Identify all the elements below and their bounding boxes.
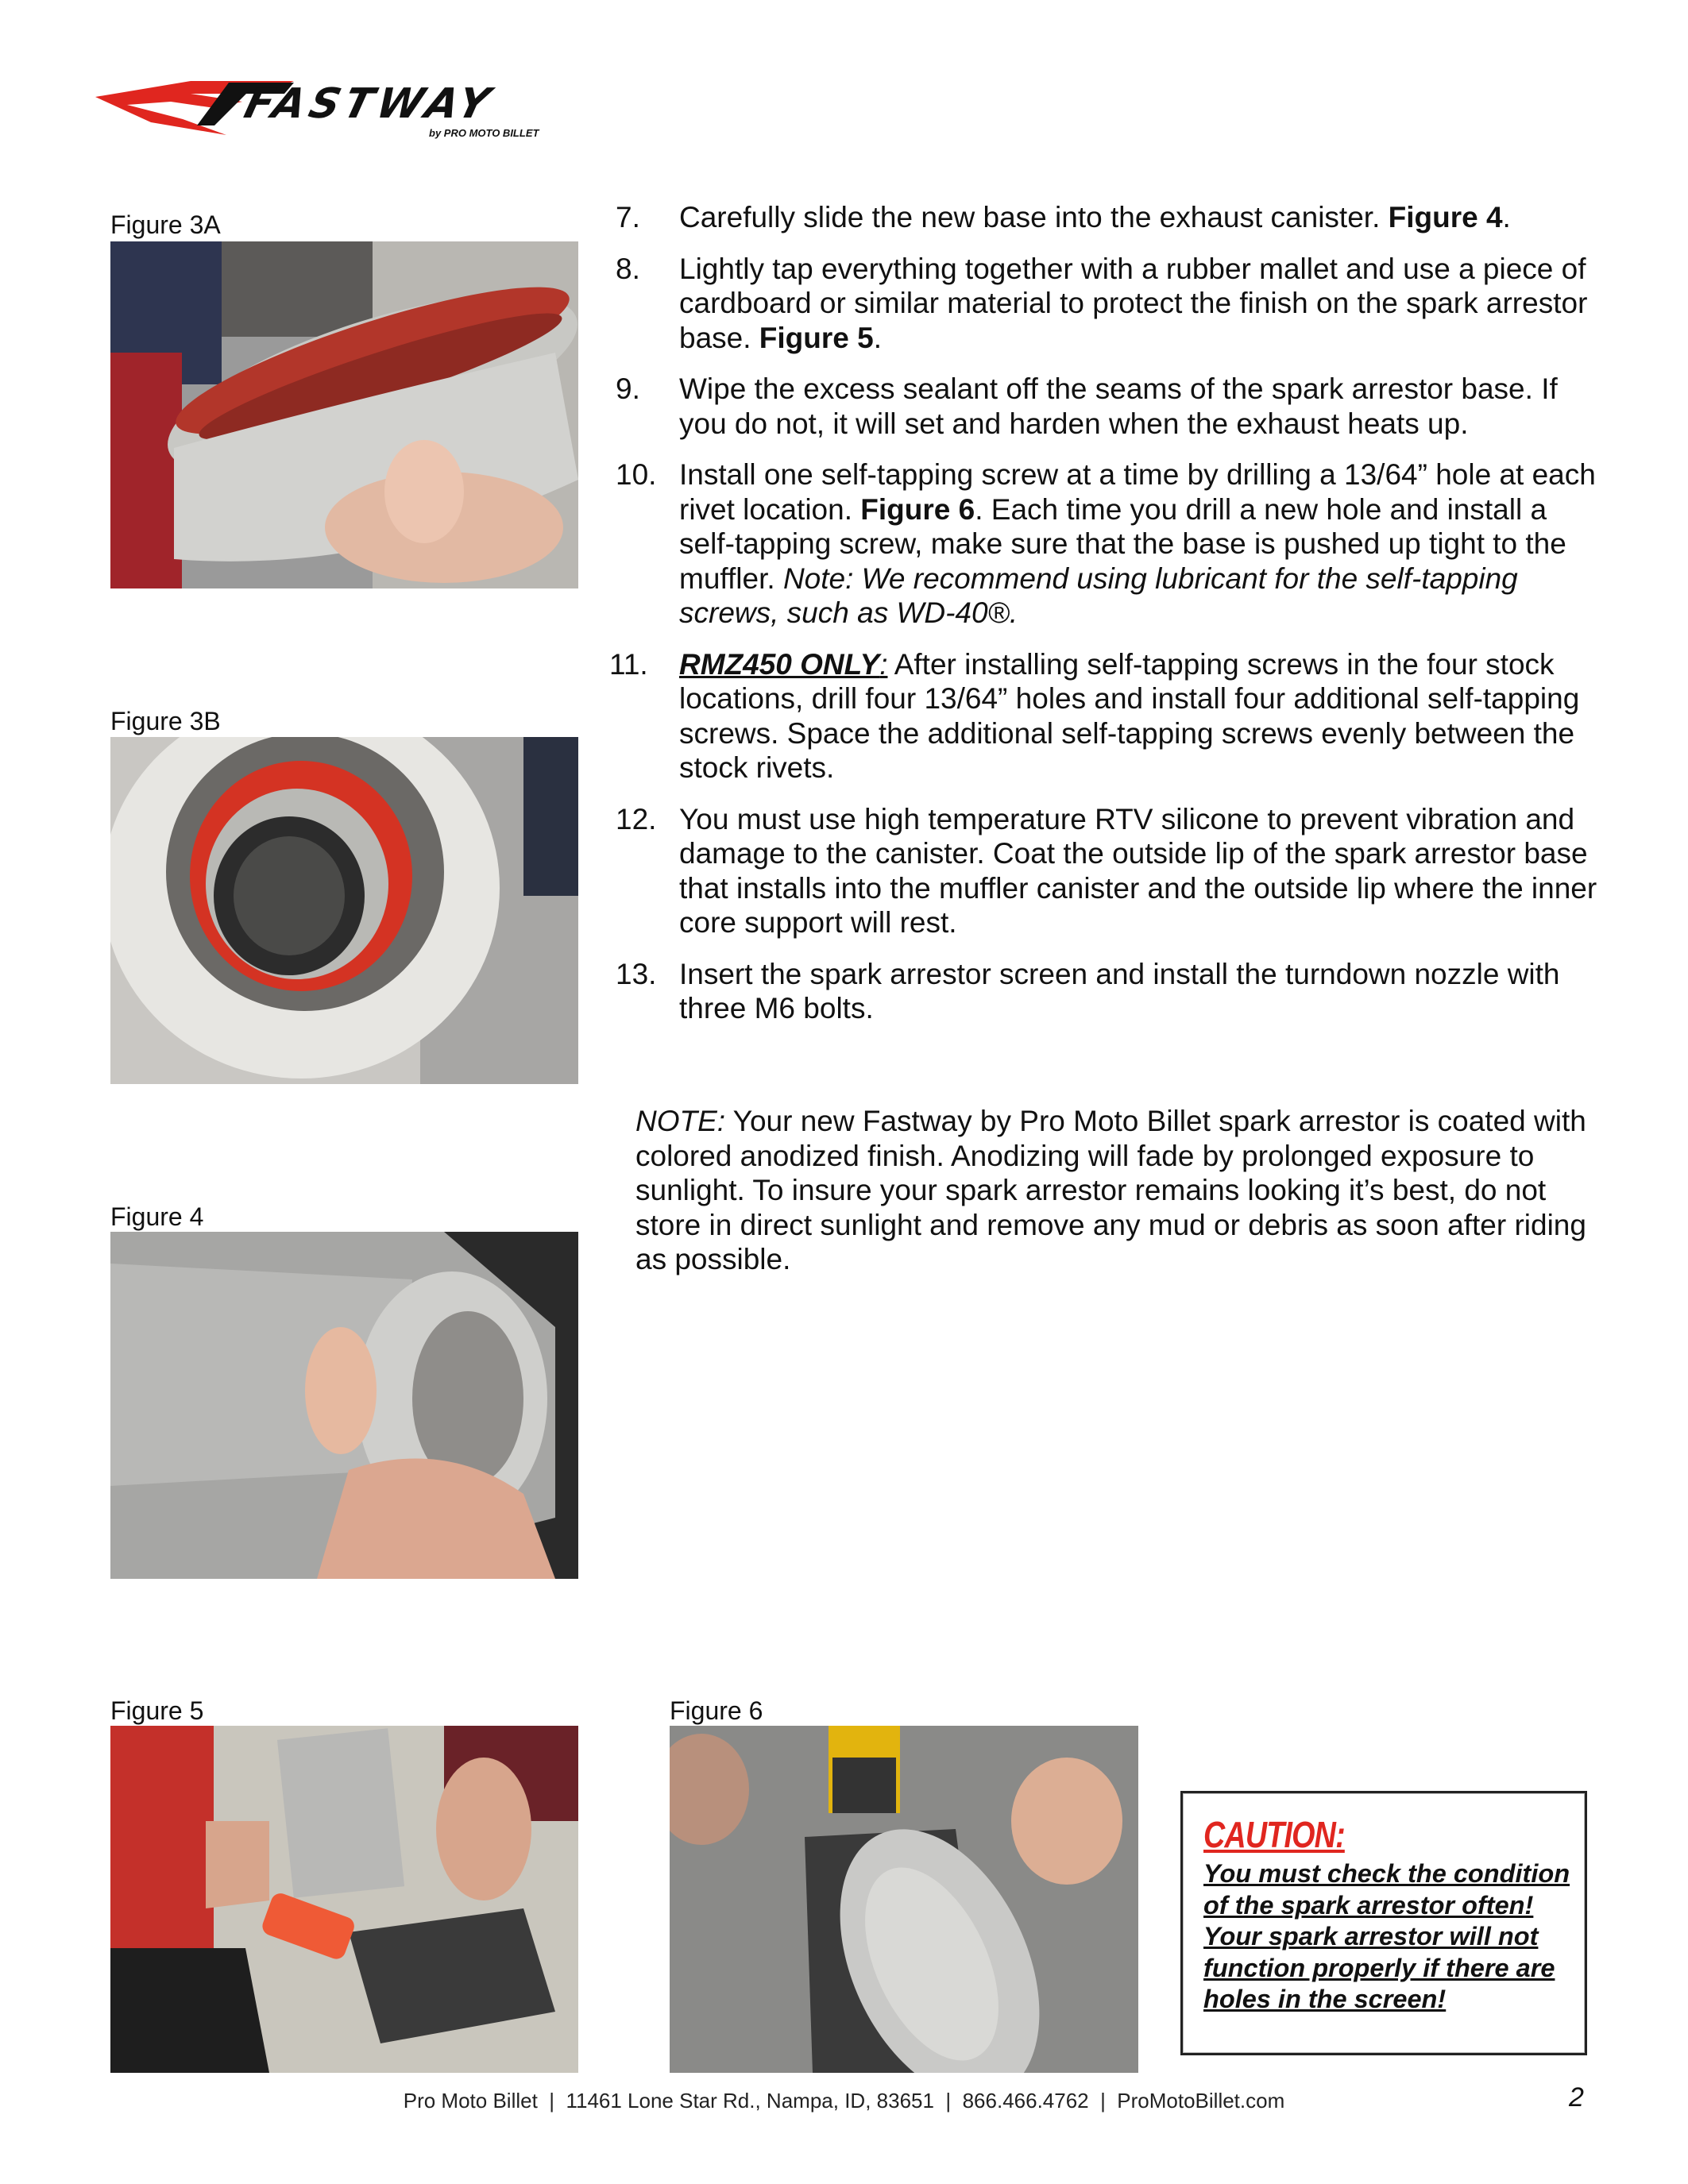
step-11: [609, 647, 1601, 785]
anodizing-note: [635, 1104, 1593, 1277]
figure-6-photo: [670, 1726, 1138, 2073]
step-9: [616, 372, 1601, 441]
note-label: NOTE:: [635, 1105, 726, 1137]
figure-4-label: Figure 4: [110, 1202, 204, 1231]
caution-box: [1180, 1791, 1587, 2055]
step-text: After installing self-tapping screws in the four stock locations, drill four 13/64” holes and install four additional self-tapping screws. Space the additional self-tapping screws evenly between the stock rivets.: [679, 647, 1580, 784]
logo-tagline-text: by PRO MOTO BILLET: [429, 127, 539, 139]
step-text-end: .: [1502, 201, 1511, 233]
instruction-steps: [609, 200, 1601, 1043]
caution-text: You must check the condition of the spark arrestor often! Your spark arrestor will not function properly if there are holes in the screen!: [1203, 1859, 1570, 2013]
step-number: 7.: [616, 201, 640, 233]
figure-reference: Figure 5: [759, 321, 874, 354]
step-number: 10.: [616, 458, 657, 491]
step-number: 13.: [616, 957, 657, 990]
step-10: [616, 457, 1601, 631]
logo-brand-text: FASTWAY: [239, 79, 500, 128]
step-text: Carefully slide the new base into the exhaust canister.: [679, 201, 1389, 233]
step-number: 9.: [616, 372, 640, 405]
fastway-logo-mark: [95, 70, 604, 140]
figure-5-label: Figure 5: [110, 1696, 204, 1725]
step-number: 8.: [616, 252, 640, 285]
figure-6-label: Figure 6: [670, 1696, 763, 1725]
step-text: Wipe the excess sealant off the seams of the spark arrestor base. If you do not, it will set and harden when the exhaust heats up.: [679, 372, 1558, 440]
figure-5-photo: [110, 1726, 578, 2073]
figure-3b-label: Figure 3B: [110, 707, 221, 735]
step-text: Insert the spark arrestor screen and install the turndown nozzle with three M6 bolts.: [679, 957, 1560, 1024]
figure-4-photo: [110, 1232, 578, 1579]
step-text: Install one self-tapping screw at a time by drilling a 13/64” hole at each rivet location.: [679, 458, 1596, 526]
step-13: [616, 957, 1601, 1026]
note-text: Your new Fastway by Pro Moto Billet spark arrestor is coated with colored anodized finish. Anodizing will fade by prolonged exposure to sunlight. To insure your spark arrestor remains looking it’s best, do not store in direct sunlight and remove any mud or debris as soon after riding as possible.: [635, 1105, 1586, 1275]
lubricant-note: Note: We recommend using lubricant for the self-tapping screws, such as WD-40®.: [679, 561, 1518, 629]
page-footer: Pro Moto Billet | 11461 Lone Star Rd., Nampa, ID, 83651 | 866.466.4762 | ProMotoBillet.com: [403, 2089, 1285, 2113]
rmz450-colon: :: [879, 647, 888, 681]
step-text: You must use high temperature RTV silicone to prevent vibration and damage to the canister. Coat the outside lip of the spark arrestor base that installs into the muffler canister and the outside lip where the inner core support will rest.: [679, 802, 1597, 939]
step-text-end: .: [873, 321, 882, 354]
figure-reference: Figure 4: [1388, 201, 1503, 233]
figure-reference: Figure 6: [860, 492, 975, 526]
step-number: 12.: [616, 802, 657, 835]
step-8: [616, 252, 1601, 356]
step-text: Lightly tap everything together with a rubber mallet and use a piece of cardboard or similar material to protect the finish on the spark arrestor base.: [679, 252, 1588, 354]
step-7: [616, 200, 1601, 235]
step-number: 11.: [609, 647, 648, 681]
step-12: [616, 802, 1601, 940]
step-text-mid: . Each time you drill a new hole and install a self-tapping screw, make sure that the base is pushed up tight to the muffler.: [679, 492, 1566, 595]
fastway-logo: [95, 70, 604, 140]
figure-3b-photo: [110, 737, 578, 1084]
rmz450-only-label: RMZ450 ONLY: [679, 647, 880, 681]
figure-3a-photo: [110, 241, 578, 588]
caution-title: CAUTION:: [1203, 1814, 1345, 1855]
page-number: 2: [1569, 2082, 1584, 2113]
figure-3a-label: Figure 3A: [110, 210, 221, 239]
